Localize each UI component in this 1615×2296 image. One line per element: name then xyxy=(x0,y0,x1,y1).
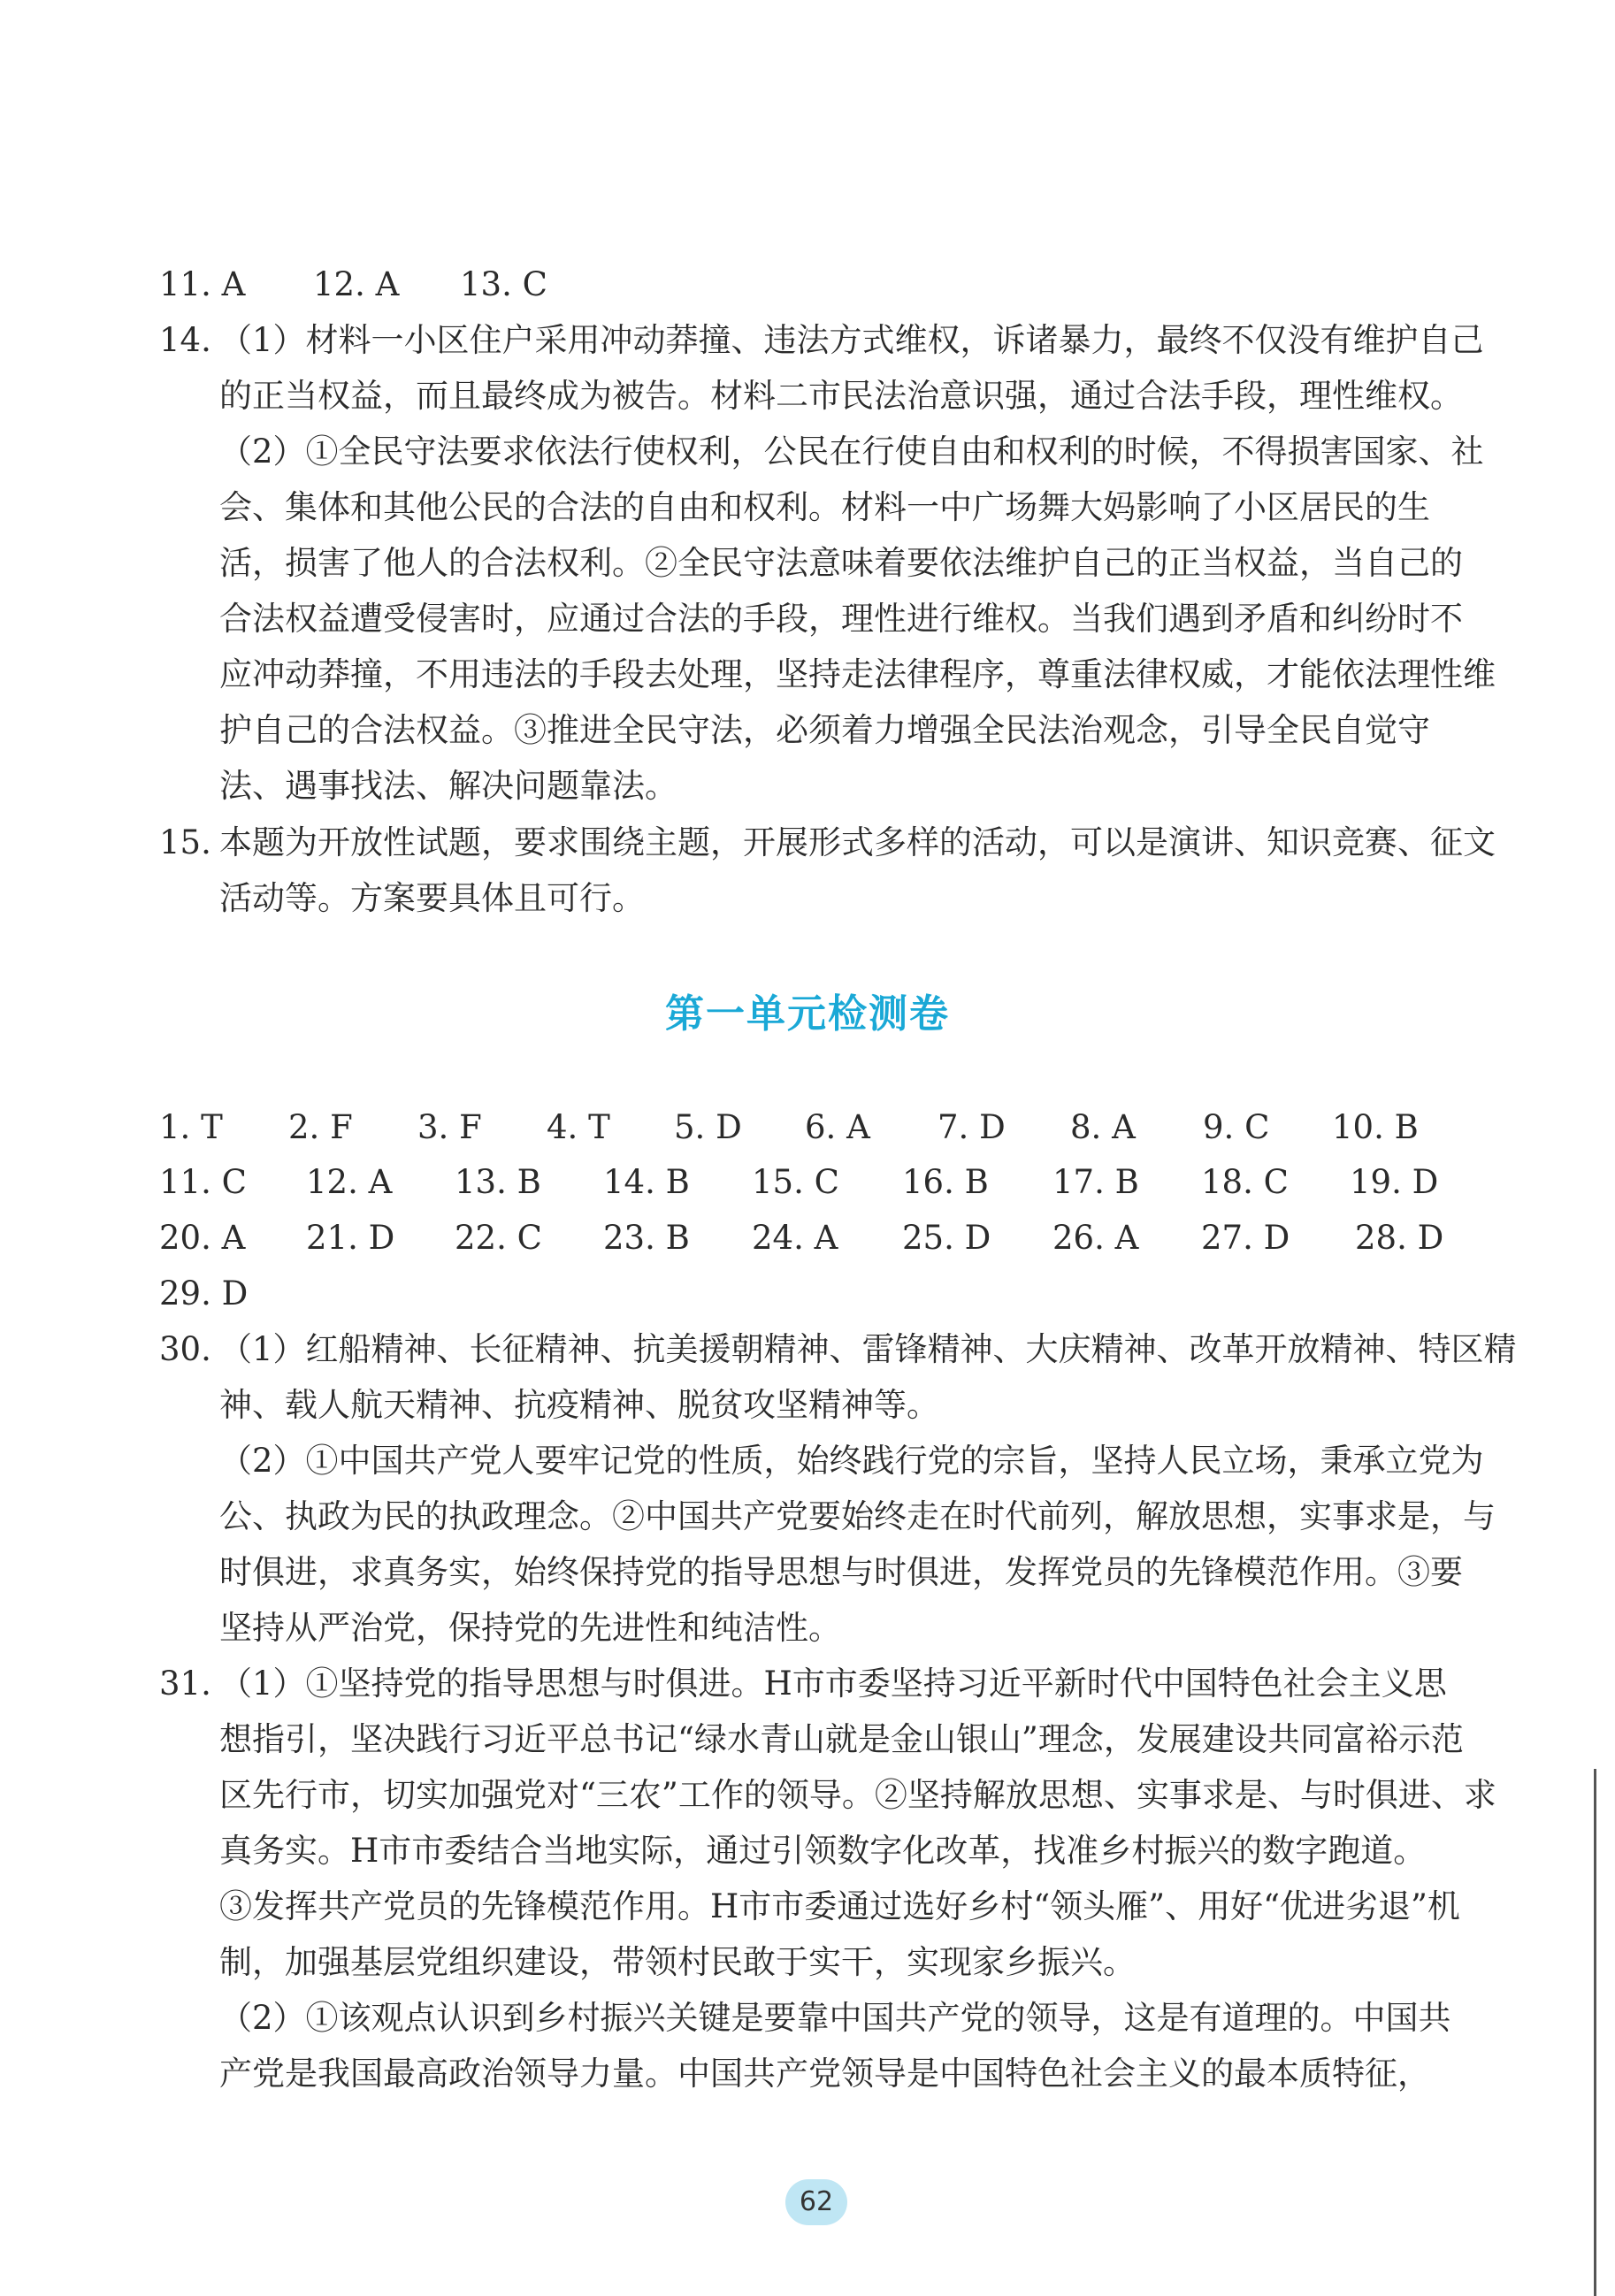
q14-line: 会、集体和其他公民的合法的自由和权利。材料一中广场舞大妈影响了小区居民的生 xyxy=(219,488,1430,526)
answer-item: 29. D xyxy=(159,1274,249,1313)
q31-line: 制，加强基层党组织建设，带领村民敢于实干，实现家乡振兴。 xyxy=(219,1943,1136,1981)
q14-line: （2）①全民守法要求依法行使权利，公民在行使自由和权利的时候，不得损害国家、社 xyxy=(219,432,1484,471)
q31-line: 真务实。H市市委结合当地实际，通过引领数字化改革，找准乡村振兴的数字跑道。 xyxy=(219,1832,1427,1870)
q31-line: 31. （1）①坚持党的指导思想与时俱进。H市市委坚持习近平新时代中国特色社会主义思 xyxy=(159,1656,1495,1711)
q30-line: （2）①中国共产党人要牢记党的性质，始终践行党的宗旨，坚持人民立场，秉承立党为 xyxy=(219,1442,1484,1480)
q31-line: ③发挥共产党员的先锋模范作用。H市市委通过选好乡村“领头雁”、用好“优进劣退”机 xyxy=(219,1887,1460,1925)
q30-line: 坚持从严治党，保持党的先进性和纯洁性。 xyxy=(219,1609,841,1647)
answer-item: 1. T xyxy=(159,1108,223,1146)
answer-item: 12. A xyxy=(313,265,400,303)
answer-item: 21. D xyxy=(306,1219,395,1257)
q14-line: 法、遇事找法、解决问题靠法。 xyxy=(219,767,677,805)
answer-item: 11. C xyxy=(159,1163,247,1201)
answer-item: 6. A xyxy=(805,1108,870,1146)
question-30 xyxy=(159,1321,1517,1656)
answer-item: 9. C xyxy=(1203,1108,1270,1146)
answer-item: 25. D xyxy=(902,1219,991,1257)
answer-item: 4. T xyxy=(547,1108,610,1146)
q31-line: 想指引，坚决践行习近平总书记“绿水青山就是金山银山”理念，发展建设共同富裕示范 xyxy=(219,1720,1464,1758)
q15-line: 15. 本题为开放性试题，要求围绕主题，开展形式多样的活动，可以是演讲、知识竞赛、征文 xyxy=(159,815,1495,870)
answer-item: 3. F xyxy=(417,1108,482,1146)
answer-item: 11. A xyxy=(159,265,246,303)
answer-item: 23. B xyxy=(603,1219,690,1257)
answer-item: 15. C xyxy=(752,1163,839,1201)
answer-item: 28. D xyxy=(1355,1219,1444,1257)
answer-item: 17. B xyxy=(1052,1163,1139,1201)
question-31 xyxy=(159,1656,1495,2101)
page-number: 62 xyxy=(785,2179,847,2225)
q31-line: 产党是我国最高政治领导力量。中国共产党领导是中国特色社会主义的最本质特征， xyxy=(219,2055,1430,2093)
question-number: 30. xyxy=(159,1330,211,1368)
q30-line: 神、载人航天精神、抗疫精神、脱贫攻坚精神等。 xyxy=(219,1386,939,1424)
answer-item: 13. C xyxy=(460,265,547,303)
q30-line: 30. （1）红船精神、长征精神、抗美援朝精神、雷锋精神、大庆精神、改革开放精神、特区精 xyxy=(159,1321,1495,1377)
answer-item: 10. B xyxy=(1332,1108,1419,1146)
q31-line: 区先行市，切实加强党对“三农”工作的领导。②坚持解放思想、实事求是、与时俱进、求 xyxy=(219,1776,1496,1814)
answer-item: 5. D xyxy=(674,1108,742,1146)
answer-item: 7. D xyxy=(938,1108,1006,1146)
answer-item: 18. C xyxy=(1201,1163,1289,1201)
answer-item: 24. A xyxy=(752,1219,838,1257)
question-number: 15. xyxy=(159,823,211,861)
q30-line: 时俱进，求真务实，始终保持党的指导思想与时俱进，发挥党员的先锋模范作用。③要 xyxy=(219,1553,1463,1591)
question-14 xyxy=(159,312,1495,814)
question-number: 14. xyxy=(159,321,211,359)
question-number: 31. xyxy=(159,1665,211,1703)
answer-item: 22. C xyxy=(455,1219,542,1257)
answer-item: 19. D xyxy=(1350,1163,1439,1201)
q14-line: 活，损害了他人的合法权利。②全民守法意味着要依法维护自己的正当权益，当自己的 xyxy=(219,544,1463,582)
q15-line: 活动等。方案要具体且可行。 xyxy=(219,879,645,917)
q14-line: 的正当权益，而且最终成为被告。材料二市民法治意识强，通过合法手段，理性维权。 xyxy=(219,377,1463,415)
q30-line: 公、执政为民的执政理念。②中国共产党要始终走在时代前列，解放思想，实事求是，与 xyxy=(219,1497,1496,1535)
q14-line: 应冲动莽撞，不用违法的手段去处理，坚持走法律程序，尊重法律权威，才能依法理性维 xyxy=(219,655,1496,693)
section-title: 第一单元检测卷 xyxy=(665,991,950,1037)
q31-line: （2）①该观点认识到乡村振兴关键是要靠中国共产党的领导，这是有道理的。中国共 xyxy=(219,1999,1451,2037)
answer-item: 13. B xyxy=(455,1163,541,1201)
question-15 xyxy=(159,815,1495,926)
page-edge-divider xyxy=(1594,1769,1596,2296)
q14-line: 合法权益遭受侵害时，应通过合法的手段，理性进行维权。当我们遇到矛盾和纠纷时不 xyxy=(219,600,1463,638)
q14-line: 护自己的合法权益。③推进全民守法，必须着力增强全民法治观念，引导全民自觉守 xyxy=(219,711,1430,749)
answer-item: 14. B xyxy=(603,1163,690,1201)
answer-item: 27. D xyxy=(1201,1219,1290,1257)
answer-item: 16. B xyxy=(902,1163,989,1201)
answer-item: 20. A xyxy=(159,1219,246,1257)
answer-item: 26. A xyxy=(1052,1219,1139,1257)
answer-item: 8. A xyxy=(1070,1108,1136,1146)
q14-line: 14. （1）材料一小区住户采用冲动莽撞、违法方式维权，诉诸暴力，最终不仅没有维护自己 xyxy=(159,312,1495,368)
answer-item: 12. A xyxy=(306,1163,393,1201)
answer-item: 2. F xyxy=(288,1108,353,1146)
